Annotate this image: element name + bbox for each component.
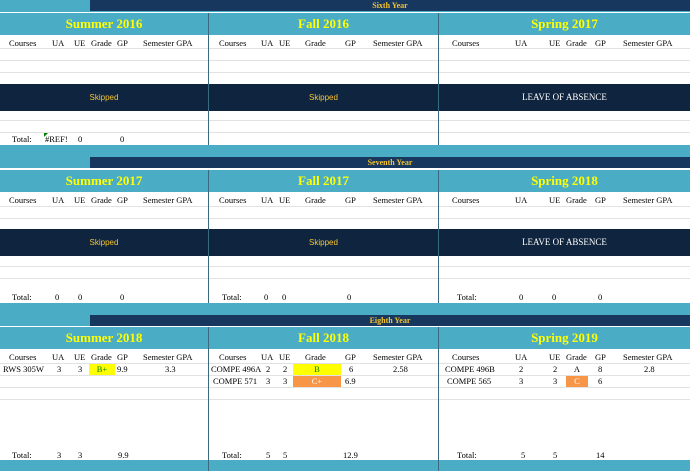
course-grade: B [293,364,341,375]
col-header-ua: UA [515,195,528,205]
course-grade: C [566,376,588,387]
semester-title: Summer 2018 [0,327,208,349]
total-ua: 5 [521,450,526,460]
col-header-grade: Grade [566,352,587,362]
col-header-semgpa: Semester GPA [143,38,193,48]
course-gp: 6.9 [345,376,356,386]
total-label: Total: [457,292,477,302]
skipped-banner: Skipped [89,93,119,102]
total-ue: 0 [78,292,83,302]
total-ue: 5 [283,450,288,460]
year-title-sixth: Sixth Year [90,0,690,11]
total-ue: 0 [282,292,287,302]
course-name: COMPE 565 [447,376,492,386]
course-name: COMPE 496B [445,364,495,374]
course-ue: 2 [283,364,288,374]
col-header-grade: Grade [91,195,112,205]
col-header-gp: GP [345,352,356,362]
col-header-ue: UE [549,352,561,362]
col-header-courses: Courses [9,38,37,48]
year-title-eighth: Eighth Year [90,315,690,326]
col-header-ue: UE [279,195,291,205]
course-ua: 3 [519,376,524,386]
semester-title: Spring 2018 [439,170,690,192]
semester-title: Fall 2016 [209,13,438,35]
total-ua: 3 [57,450,62,460]
total-ua: 0 [519,292,524,302]
semester-title: Spring 2019 [439,327,690,349]
semester-title: Spring 2017 [439,13,690,35]
col-header-courses: Courses [9,352,37,362]
col-header-grade: Grade [91,38,112,48]
total-label: Total: [12,292,32,302]
leave-of-absence-banner: LEAVE OF ABSENCE [522,237,607,247]
col-header-ua: UA [52,38,65,48]
course-ua: 2 [266,364,271,374]
col-header-grade: Grade [305,38,326,48]
total-gp: 14 [596,450,605,460]
col-header-gp: GP [595,352,606,362]
col-header-courses: Courses [452,352,480,362]
semester-gpa: 2.8 [644,364,655,374]
col-header-ua: UA [52,352,65,362]
col-header-gp: GP [595,195,606,205]
col-header-courses: Courses [219,38,247,48]
course-grade: B+ [89,364,115,375]
skipped-banner: Skipped [309,93,338,102]
col-header-semgpa: Semester GPA [373,195,423,205]
col-header-courses: Courses [452,38,480,48]
error-indicator-icon [44,133,48,137]
col-header-ua: UA [515,352,528,362]
total-ue: 0 [78,134,83,144]
col-header-ua: UA [261,352,274,362]
semester-gpa: 2.58 [393,364,408,374]
col-header-semgpa: Semester GPA [623,38,673,48]
course-ua: 2 [519,364,524,374]
col-header-semgpa: Semester GPA [623,352,673,362]
course-name: COMPE 496A [211,364,262,374]
total-label: Total: [222,292,242,302]
col-header-courses: Courses [9,195,37,205]
course-name: RWS 305W [3,364,44,374]
col-header-semgpa: Semester GPA [143,352,193,362]
course-grade: A [573,364,581,374]
total-ua: 0 [55,292,60,302]
total-ua: #REF! [45,134,68,144]
total-gp: 0 [120,134,125,144]
semester-title: Summer 2017 [0,170,208,192]
total-ua: 0 [264,292,269,302]
total-label: Total: [12,134,32,144]
col-header-grade: Grade [305,195,326,205]
col-header-ue: UE [74,38,86,48]
course-ue: 2 [553,364,558,374]
col-header-gp: GP [595,38,606,48]
col-header-courses: Courses [219,195,247,205]
skipped-banner: Skipped [309,238,338,247]
col-header-ue: UE [549,195,561,205]
course-gp: 6 [598,376,603,386]
col-header-grade: Grade [91,352,112,362]
col-header-gp: GP [117,38,128,48]
course-ua: 3 [57,364,62,374]
col-header-ue: UE [74,352,86,362]
col-header-gp: GP [117,195,128,205]
total-gp: 9.9 [118,450,129,460]
semester-title: Fall 2017 [209,170,438,192]
col-header-semgpa: Semester GPA [373,38,423,48]
col-header-ue: UE [74,195,86,205]
col-header-ue: UE [549,38,561,48]
total-gp: 0 [120,292,125,302]
course-gp: 9.9 [117,364,128,374]
col-header-semgpa: Semester GPA [623,195,673,205]
course-ue: 3 [553,376,558,386]
col-header-grade: Grade [305,352,326,362]
total-gp: 0 [598,292,603,302]
col-header-semgpa: Semester GPA [143,195,193,205]
semester-gpa: 3.3 [165,364,176,374]
course-ue: 3 [78,364,83,374]
col-header-courses: Courses [452,195,480,205]
col-header-ua: UA [261,38,274,48]
total-gp: 12.9 [343,450,358,460]
col-header-ua: UA [261,195,274,205]
course-ua: 3 [266,376,271,386]
col-header-grade: Grade [566,38,587,48]
semester-title: Summer 2016 [0,13,208,35]
col-header-gp: GP [117,352,128,362]
total-label: Total: [12,450,32,460]
col-header-grade: Grade [566,195,587,205]
course-name: COMPE 571 [213,376,258,386]
course-gp: 8 [598,364,603,374]
col-header-ue: UE [279,38,291,48]
col-header-ua: UA [52,195,65,205]
course-ue: 3 [283,376,288,386]
course-grade: C+ [293,376,341,387]
col-header-gp: GP [345,195,356,205]
year-title-seventh: Seventh Year [90,157,690,168]
col-header-courses: Courses [219,352,247,362]
col-header-gp: GP [345,38,356,48]
total-ua: 5 [266,450,271,460]
skipped-banner: Skipped [89,238,119,247]
semester-title: Fall 2018 [209,327,438,349]
total-ue: 5 [553,450,558,460]
total-label: Total: [222,450,242,460]
col-header-ua: UA [515,38,528,48]
course-gp: 6 [349,364,354,374]
total-ue: 0 [552,292,557,302]
total-gp: 0 [347,292,352,302]
col-header-semgpa: Semester GPA [373,352,423,362]
leave-of-absence-banner: LEAVE OF ABSENCE [522,92,607,102]
total-ue: 3 [78,450,83,460]
col-header-ue: UE [279,352,291,362]
total-label: Total: [457,450,477,460]
